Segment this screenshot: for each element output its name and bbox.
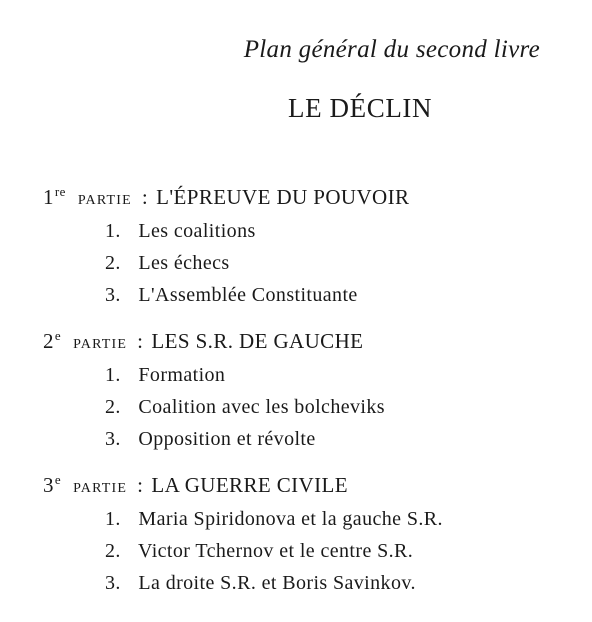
chapter-item xyxy=(105,247,583,279)
chapter-list xyxy=(43,503,583,599)
part-number: 2 xyxy=(43,329,54,353)
chapter-item xyxy=(105,423,583,455)
part-heading xyxy=(43,466,583,503)
chapter-item xyxy=(105,391,583,423)
part-ordinal-suffix: re xyxy=(54,184,66,199)
chapter-number: 1. xyxy=(105,508,121,530)
part-ordinal-suffix: e xyxy=(54,328,62,343)
chapter-item xyxy=(105,359,583,391)
part-title: LES S.R. DE GAUCHE xyxy=(151,329,364,353)
chapter-item xyxy=(105,567,583,599)
chapter-title: Victor Tchernov et le centre S.R. xyxy=(138,540,414,562)
chapter-number: 3. xyxy=(105,428,121,450)
chapter-number: 3. xyxy=(105,572,121,594)
part-ordinal-suffix: e xyxy=(54,472,62,487)
chapter-item xyxy=(105,215,583,247)
chapter-number: 1. xyxy=(105,220,121,242)
page-title: LE DÉCLIN xyxy=(288,93,433,123)
part-word: PARTIE xyxy=(73,481,128,496)
part-number: 3 xyxy=(43,473,54,497)
chapter-number: 1. xyxy=(105,364,121,386)
chapter-item xyxy=(105,503,583,535)
part-separator: : xyxy=(137,473,144,497)
part-section-3 xyxy=(43,466,583,599)
chapter-title: L'Assemblée Constituante xyxy=(138,284,358,306)
chapter-number: 2. xyxy=(105,252,121,274)
part-separator: : xyxy=(137,329,144,353)
chapter-title: Opposition et révolte xyxy=(138,428,316,450)
chapter-title: Les coalitions xyxy=(138,220,256,242)
part-title: L'ÉPREUVE DU POUVOIR xyxy=(156,185,410,209)
chapter-list xyxy=(43,359,583,455)
part-number: 1 xyxy=(43,185,54,209)
part-word: PARTIE xyxy=(73,337,128,352)
part-separator: : xyxy=(141,185,149,209)
chapter-number: 2. xyxy=(105,540,121,562)
part-word: PARTIE xyxy=(77,193,132,208)
part-heading xyxy=(43,322,583,359)
page-subtitle: Plan général du second livre xyxy=(243,36,540,63)
chapter-number: 2. xyxy=(105,396,121,418)
chapter-item xyxy=(105,279,583,311)
chapter-list xyxy=(43,215,583,311)
chapter-item xyxy=(105,535,583,567)
part-title: LA GUERRE CIVILE xyxy=(151,473,348,497)
chapter-number: 3. xyxy=(105,284,121,306)
part-section-2 xyxy=(43,322,583,455)
chapter-title: La droite S.R. et Boris Savinkov. xyxy=(138,572,416,594)
chapter-title: Coalition avec les bolcheviks xyxy=(138,396,385,418)
part-heading xyxy=(43,178,583,215)
chapter-title: Maria Spiridonova et la gauche S.R. xyxy=(138,508,443,530)
chapter-title: Les échecs xyxy=(138,252,230,274)
part-section-1 xyxy=(43,178,583,311)
chapter-title: Formation xyxy=(138,364,226,386)
